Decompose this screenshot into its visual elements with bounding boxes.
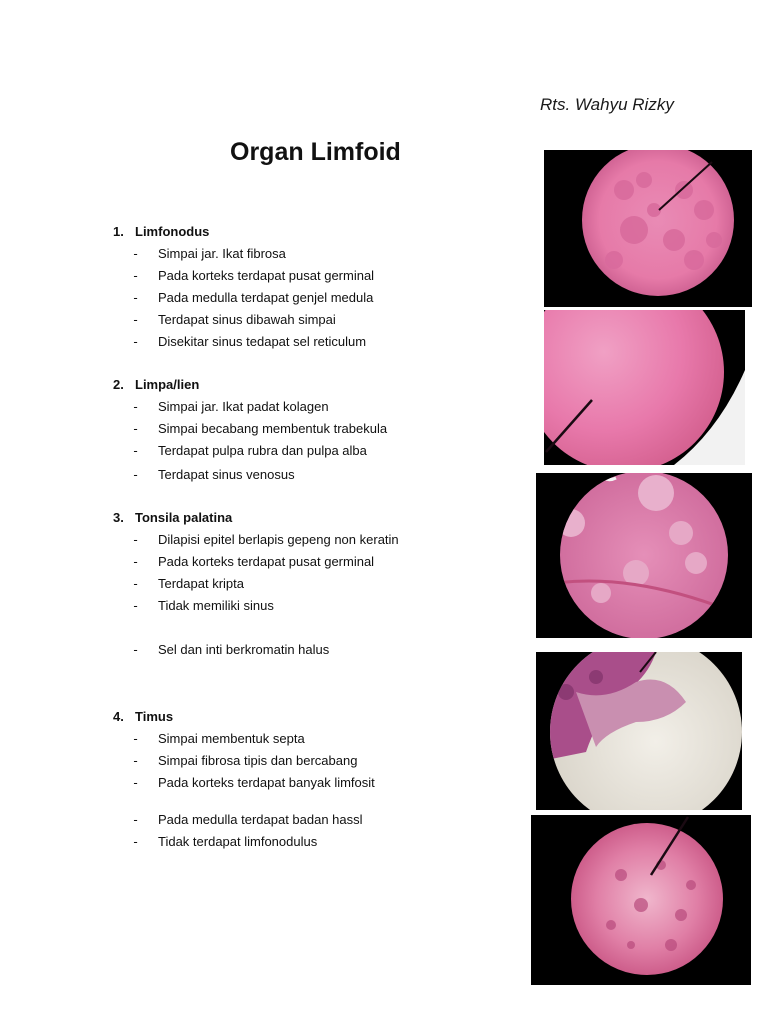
section-heading bbox=[113, 221, 513, 243]
list-item: - Pada korteks terdapat banyak limfosit bbox=[133, 775, 375, 790]
section-number: 4. bbox=[113, 709, 124, 724]
micrograph-tonsila bbox=[536, 473, 752, 638]
section-title: Limfonodus bbox=[135, 224, 210, 239]
page-title: Organ Limfoid bbox=[230, 138, 401, 166]
list-item: - Terdapat pulpa rubra dan pulpa alba bbox=[133, 443, 367, 458]
list-item: - Pada korteks terdapat pusat germinal bbox=[133, 554, 375, 569]
section-limfonodus bbox=[113, 221, 513, 353]
section-heading bbox=[113, 374, 513, 396]
list-item: - Simpai becabang membentuk trabekula bbox=[133, 421, 388, 436]
section-heading bbox=[113, 507, 513, 529]
micrograph-limpa bbox=[544, 310, 745, 465]
list-item: - Tidak memiliki sinus bbox=[133, 598, 274, 613]
section-tonsila bbox=[113, 507, 513, 661]
list-item: - Simpai membentuk septa bbox=[133, 731, 305, 746]
author-name: Rts. Wahyu Rizky bbox=[540, 95, 674, 114]
list-item: - Terdapat kripta bbox=[133, 576, 244, 591]
list-item: - Sel dan inti berkromatin halus bbox=[133, 642, 330, 657]
list-item: - Simpai jar. Ikat fibrosa bbox=[133, 246, 286, 261]
section-number: 2. bbox=[113, 377, 124, 392]
list-item: - Terdapat sinus venosus bbox=[133, 467, 295, 482]
section-heading bbox=[113, 706, 513, 728]
list-item: - Pada medulla terdapat genjel medula bbox=[133, 290, 374, 305]
list-item: - Terdapat sinus dibawah simpai bbox=[133, 312, 336, 327]
micrograph-timus-2 bbox=[531, 815, 751, 985]
list-item: - Disekitar sinus tedapat sel reticulum bbox=[133, 334, 367, 349]
list-item: - Pada medulla terdapat badan hassl bbox=[133, 812, 363, 827]
section-title: Limpa/lien bbox=[135, 377, 200, 392]
list-item: - Simpai fibrosa tipis dan bercabang bbox=[133, 753, 358, 768]
section-limpa bbox=[113, 374, 513, 486]
section-title: Timus bbox=[135, 709, 174, 724]
section-title: Tonsila palatina bbox=[135, 510, 233, 525]
section-number: 1. bbox=[113, 224, 124, 239]
list-item: - Simpai jar. Ikat padat kolagen bbox=[133, 399, 329, 414]
micrograph-timus-1 bbox=[536, 652, 742, 810]
list-item: - Tidak terdapat limfonodulus bbox=[133, 834, 318, 849]
list-item: - Pada korteks terdapat pusat germinal bbox=[133, 268, 375, 283]
micrograph-limfonodus bbox=[544, 150, 752, 307]
section-number: 3. bbox=[113, 510, 124, 525]
list-item: - Dilapisi epitel berlapis gepeng non keratin bbox=[133, 532, 399, 547]
section-timus bbox=[113, 706, 513, 853]
